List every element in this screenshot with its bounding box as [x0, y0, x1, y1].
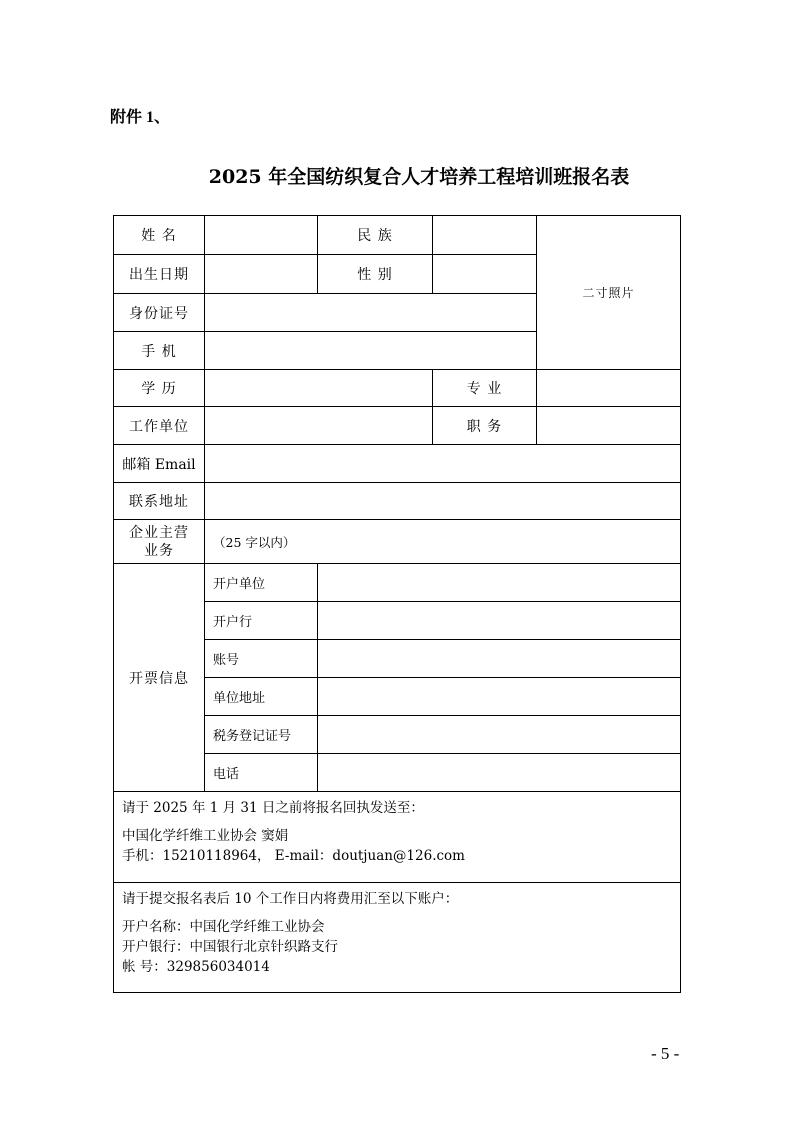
submit-deadline-text: 请于 2025 年 1 月 31 日之前将报名回执发送至： — [122, 800, 424, 816]
ethnicity-label: 民 族 — [318, 216, 433, 255]
invoice-phone-label: 电话 — [205, 754, 318, 792]
phone-label: 手 机 — [114, 332, 205, 370]
payment-note — [114, 883, 680, 992]
birthdate-field[interactable] — [205, 255, 318, 294]
business-field[interactable]: （25 字以内） — [205, 520, 680, 564]
invoice-phone-field[interactable] — [318, 754, 680, 792]
id-field[interactable] — [205, 294, 537, 332]
account-bank-text: 开户银行：中国银行北京针织路支行 — [122, 939, 338, 955]
name-field[interactable] — [205, 216, 318, 255]
invoice-label: 开票信息 — [114, 564, 205, 792]
photo-box[interactable]: 二寸照片 — [537, 216, 680, 370]
attachment-label: 附件 1、 — [110, 109, 171, 126]
gender-field[interactable] — [433, 255, 537, 294]
gender-label: 性 别 — [318, 255, 433, 294]
payment-instruction-text: 请于提交报名表后 10 个工作日内将费用汇至以下账户： — [122, 891, 459, 907]
invoice-address-field[interactable] — [318, 678, 680, 716]
contact-info-text: 手机：15210118964， E-mail：doutjuan@126.com — [122, 848, 465, 864]
employer-field[interactable] — [205, 407, 433, 445]
address-label: 联系地址 — [114, 483, 205, 520]
invoice-address-label: 单位地址 — [205, 678, 318, 716]
invoice-bank-field[interactable] — [318, 602, 680, 640]
major-field[interactable] — [537, 370, 680, 407]
ethnicity-field[interactable] — [433, 216, 537, 255]
invoice-account-number-label: 账号 — [205, 640, 318, 678]
education-field[interactable] — [205, 370, 433, 407]
business-label: 企业主营业务 — [114, 520, 205, 564]
invoice-account-holder-field[interactable] — [318, 564, 680, 602]
education-label: 学 历 — [114, 370, 205, 407]
page-number: - 5 - — [651, 1044, 680, 1063]
email-label: 邮箱 Email — [114, 445, 205, 483]
account-number-text: 帐 号：329856034014 — [122, 959, 270, 975]
submission-note — [114, 792, 680, 883]
id-label: 身份证号 — [114, 294, 205, 332]
position-label: 职 务 — [433, 407, 537, 445]
address-field[interactable] — [205, 483, 680, 520]
contact-org-text: 中国化学纤维工业协会 窦娟 — [122, 828, 289, 844]
birthdate-label: 出生日期 — [114, 255, 205, 294]
account-name-text: 开户名称：中国化学纤维工业协会 — [122, 919, 325, 935]
employer-label: 工作单位 — [114, 407, 205, 445]
phone-field[interactable] — [205, 332, 537, 370]
registration-form — [113, 215, 681, 993]
invoice-account-holder-label: 开户单位 — [205, 564, 318, 602]
email-field[interactable] — [205, 445, 680, 483]
invoice-account-number-field[interactable] — [318, 640, 680, 678]
name-label: 姓 名 — [114, 216, 205, 255]
page-title: 2025 年全国纺织复合人才培养工程培训班报名表 — [208, 166, 630, 188]
invoice-tax-id-label: 税务登记证号 — [205, 716, 318, 754]
major-label: 专 业 — [433, 370, 537, 407]
position-field[interactable] — [537, 407, 680, 445]
invoice-tax-id-field[interactable] — [318, 716, 680, 754]
invoice-bank-label: 开户行 — [205, 602, 318, 640]
